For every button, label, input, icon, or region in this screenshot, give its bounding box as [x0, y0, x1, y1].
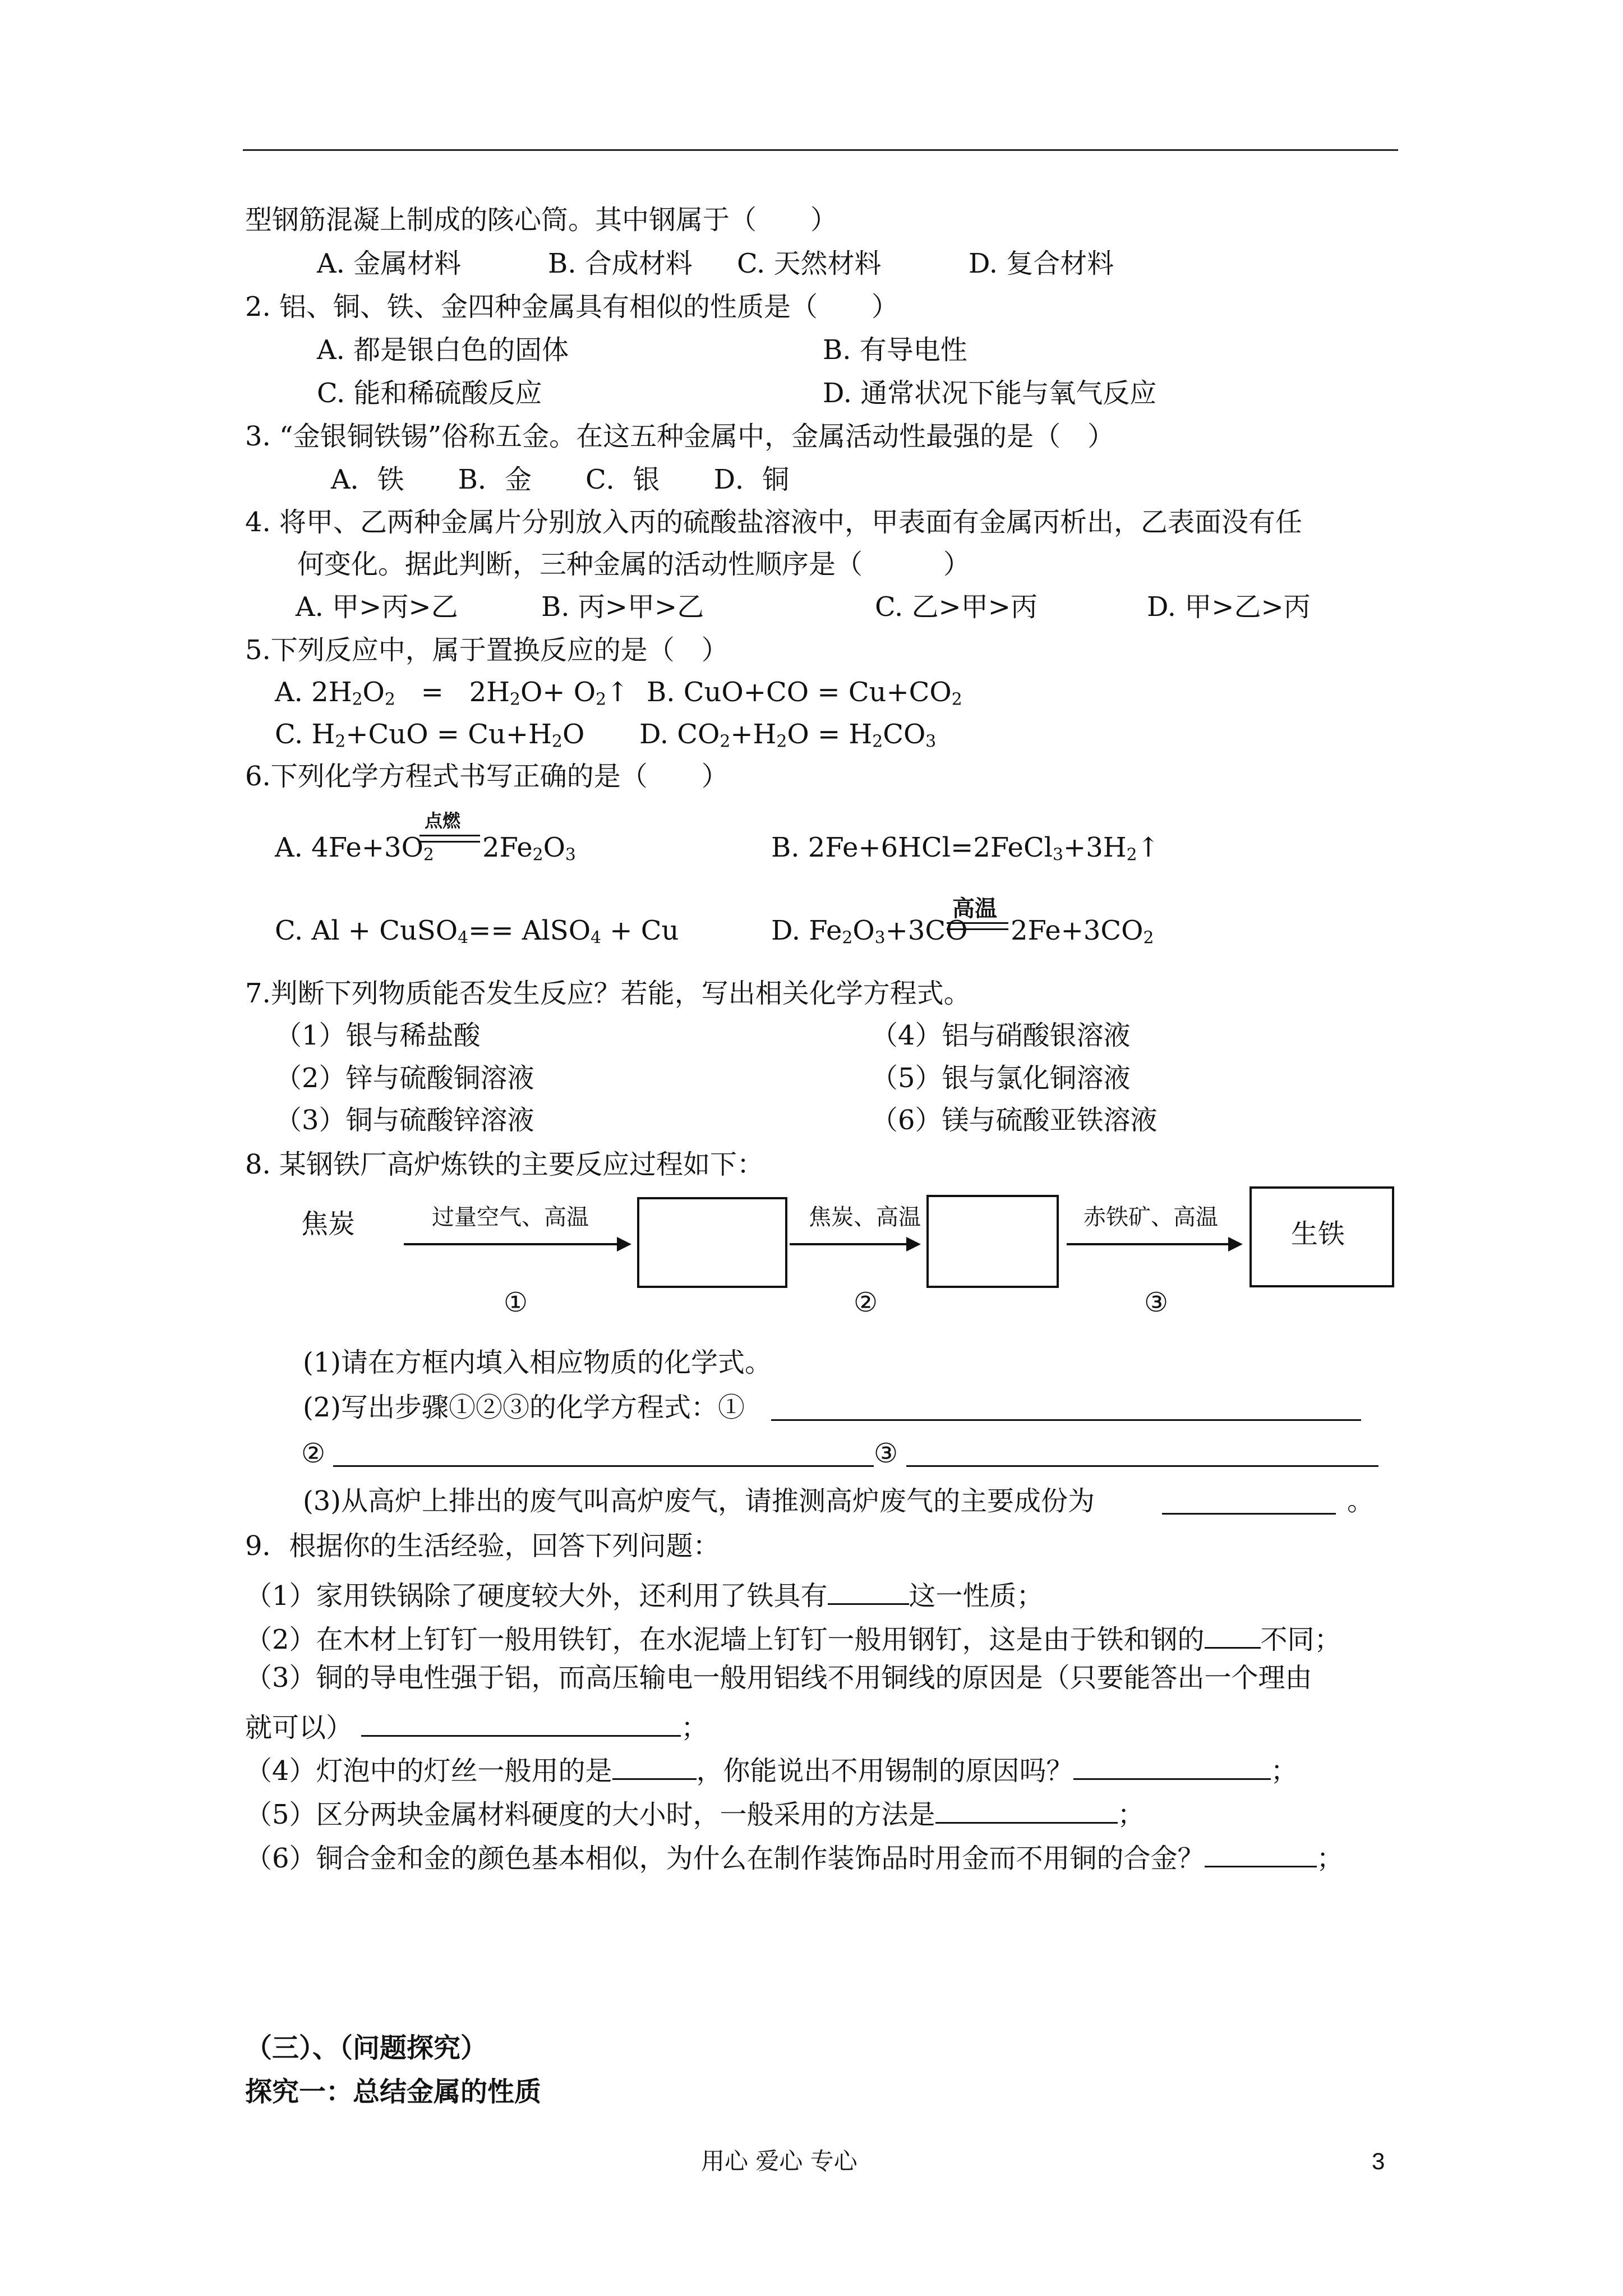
q9-blank-5[interactable] — [935, 1795, 1118, 1824]
header-rule — [243, 149, 1398, 151]
q8-sub2: (2)写出步骤①②③的化学方程式：① — [303, 1392, 745, 1423]
q4-option-c: C. 乙>甲>丙 — [875, 591, 1038, 623]
q8-step-2: ② — [854, 1287, 878, 1318]
q4-option-b: B. 丙>甲>乙 — [541, 591, 704, 623]
q9-blank-3[interactable] — [361, 1708, 681, 1737]
q6-d-condition: 高温 — [952, 896, 997, 922]
q8-sub2-b: ② — [301, 1438, 326, 1469]
q9-item-1: （1）家用铁锅除了硬度较大外，还利用了铁具有 这一性质； — [245, 1576, 1044, 1609]
q8-answer-line-1[interactable] — [771, 1419, 1361, 1421]
q8-arrow-1 — [404, 1243, 629, 1245]
q8-arrow1-label: 过量空气、高温 — [432, 1204, 589, 1230]
q4-stem-line1: 4. 将甲、乙两种金属片分别放入丙的硫酸盐溶液中，甲表面有金属丙析出，乙表面没有任 — [245, 507, 1303, 538]
q9-blank-4b[interactable] — [1073, 1751, 1271, 1780]
q8-end-material: 生铁 — [1291, 1218, 1345, 1250]
q5-option-b: B. $CuO+CO = Cu+CO_2$ — [647, 677, 962, 710]
q6-option-b: B. $2Fe+6HCl=2FeCl_3+3H_2↑$ — [771, 832, 1160, 865]
q7-item-3: （3）铜与硫酸锌溶液 — [275, 1105, 534, 1136]
q7-item-5: （5）银与氯化铜溶液 — [871, 1062, 1131, 1094]
q2-option-b: B. 有导电性 — [823, 334, 967, 366]
q6-a-equals-bar — [419, 835, 480, 843]
q8-sub2-c: ③ — [874, 1438, 898, 1469]
q4-stem-line2: 何变化。据此判断，三种金属的活动性顺序是（ ） — [297, 549, 971, 580]
q1-option-a — [317, 250, 461, 277]
q9-blank-2[interactable] — [1205, 1620, 1261, 1649]
q2-option-c: C. 能和稀硫酸反应 — [317, 378, 542, 409]
q9-item-3: （3）铜的导电性强于铝，而高压输电一般用铝线不用铜线的原因是（只要能答出一个理由 — [245, 1662, 1312, 1694]
q8-arrow-3 — [1067, 1243, 1241, 1245]
q6-d-equals-bar — [947, 922, 1008, 930]
q7-stem: 7.判断下列物质能否发生反应？若能，写出相关化学方程式。 — [245, 978, 971, 1009]
q8-arrow2-label: 焦炭、高温 — [809, 1204, 921, 1230]
q8-answer-box-2[interactable] — [926, 1195, 1059, 1288]
q1-stem: 型钢筋混凝上制成的陔心筒。其中钢属于（ ） — [245, 204, 838, 236]
q8-arrow3-label: 赤铁矿、高温 — [1083, 1204, 1218, 1230]
q6-option-a-right: $2Fe_2O_3$ — [482, 832, 576, 865]
q6-stem: 6.下列化学方程式书写正确的是（ ） — [245, 761, 728, 792]
q8-arrow-2 — [790, 1243, 919, 1245]
q2-option-a: A. 都是银白色的固体 — [317, 334, 569, 366]
q8-stem: 8. 某钢铁厂高炉炼铁的主要反应过程如下： — [245, 1149, 764, 1180]
q1-option-d: D. 复合材料 — [969, 248, 1114, 279]
q9-item-2: （2）在木材上钉钉一般用铁钉，在水泥墙上钉钉一般用钢钉，这是由于铁和钢的 不同； — [245, 1620, 1341, 1653]
section-heading: （三）、（问题探究） — [245, 2032, 488, 2064]
q4-option-d: D. 甲>乙>丙 — [1147, 591, 1311, 623]
q8-sub1: (1)请在方框内填入相应物质的化学式。 — [303, 1347, 772, 1378]
q6-option-d-right: $2Fe+3CO_2$ — [1011, 915, 1154, 948]
page-number: 3 — [1372, 2148, 1385, 2174]
q6-option-d-left: D. $Fe_2O_3+3CO$ — [771, 915, 968, 948]
q4-option-a: A. 甲>丙>乙 — [296, 591, 458, 623]
q9-stem: 9．根据你的生活经验，回答下列问题： — [245, 1530, 720, 1562]
q9-item-4: （4）灯泡中的灯丝一般用的是 ，你能说出不用锡制的原因吗？ ； — [245, 1751, 1298, 1784]
q9-blank-4a[interactable] — [612, 1751, 697, 1780]
q9-blank-6[interactable] — [1205, 1839, 1317, 1867]
q3-options: A．铁 B．金 C．银 D．铜 — [331, 464, 790, 495]
q8-answer-line-3[interactable] — [906, 1465, 1378, 1467]
q2-option-d: D. 通常状况下能与氧气反应 — [823, 378, 1157, 409]
q8-answer-line-2[interactable] — [333, 1465, 874, 1467]
q8-step-1: ① — [504, 1287, 528, 1318]
q9-item-5: （5）区分两块金属材料硬度的大小时，一般采用的方法是 ； — [245, 1795, 1145, 1828]
q8-start-material: 焦炭 — [301, 1208, 356, 1240]
q3-stem: 3. “金银铜铁锡”俗称五金。在这五种金属中，金属活动性最强的是（ ） — [245, 421, 1115, 452]
q8-answer-box-1[interactable] — [637, 1197, 787, 1288]
q5-stem: 5.下列反应中，属于置换反应的是（ ） — [245, 634, 728, 666]
section-subheading: 探究一：总结金属的性质 — [245, 2076, 542, 2108]
q7-item-6: （6）镁与硫酸亚铁溶液 — [871, 1105, 1158, 1136]
q6-option-c: C. Al + CuSO$_4$== AlSO$_4$ + Cu — [275, 915, 679, 948]
q1-option-c: C. 天然材料 — [737, 248, 882, 279]
q8-step-3: ③ — [1144, 1287, 1169, 1318]
q5-option-d: D. $CO_2+H_2O = H_2CO_3$ — [639, 719, 937, 752]
q1-option-a-text: 金属材料 — [353, 248, 462, 279]
footer-motto: 用心 爱心 专心 — [701, 2147, 857, 2175]
q9-item-6: （6）铜合金和金的颜色基本相似，为什么在制作装饰品时用金而不用铜的合金？ ； — [245, 1839, 1344, 1872]
q8-answer-line-4[interactable] — [1162, 1513, 1336, 1515]
q2-stem: 2. 铝、铜、铁、金四种金属具有相似的性质是（ ） — [245, 291, 899, 323]
q5-option-a: A. $2H_2O_2$ = $2H_2O+$ $O_2↑$ — [275, 677, 629, 710]
q7-item-2: （2）锌与硫酸铜溶液 — [275, 1062, 534, 1094]
q8-sub3: (3)从高炉上排出的废气叫高炉废气，请推测高炉废气的主要成份为 — [303, 1485, 1095, 1517]
q6-a-condition: 点燃 — [425, 810, 461, 831]
q8-sub3-end: 。 — [1347, 1485, 1375, 1517]
q6-option-a-left: A. $4Fe+3O_2$ — [275, 832, 434, 865]
q1-option-a-label: A. — [317, 248, 345, 279]
q9-item-3-cont: 就可以） ； — [245, 1708, 708, 1741]
q5-option-c: C. $H_2+CuO = Cu+H_2O$ — [275, 719, 585, 752]
q7-item-4: （4）铝与硝酸银溶液 — [871, 1020, 1131, 1051]
q7-item-1: （1）银与稀盐酸 — [275, 1020, 481, 1051]
q1-option-b: B. 合成材料 — [548, 248, 693, 279]
q9-blank-1[interactable] — [828, 1576, 909, 1605]
